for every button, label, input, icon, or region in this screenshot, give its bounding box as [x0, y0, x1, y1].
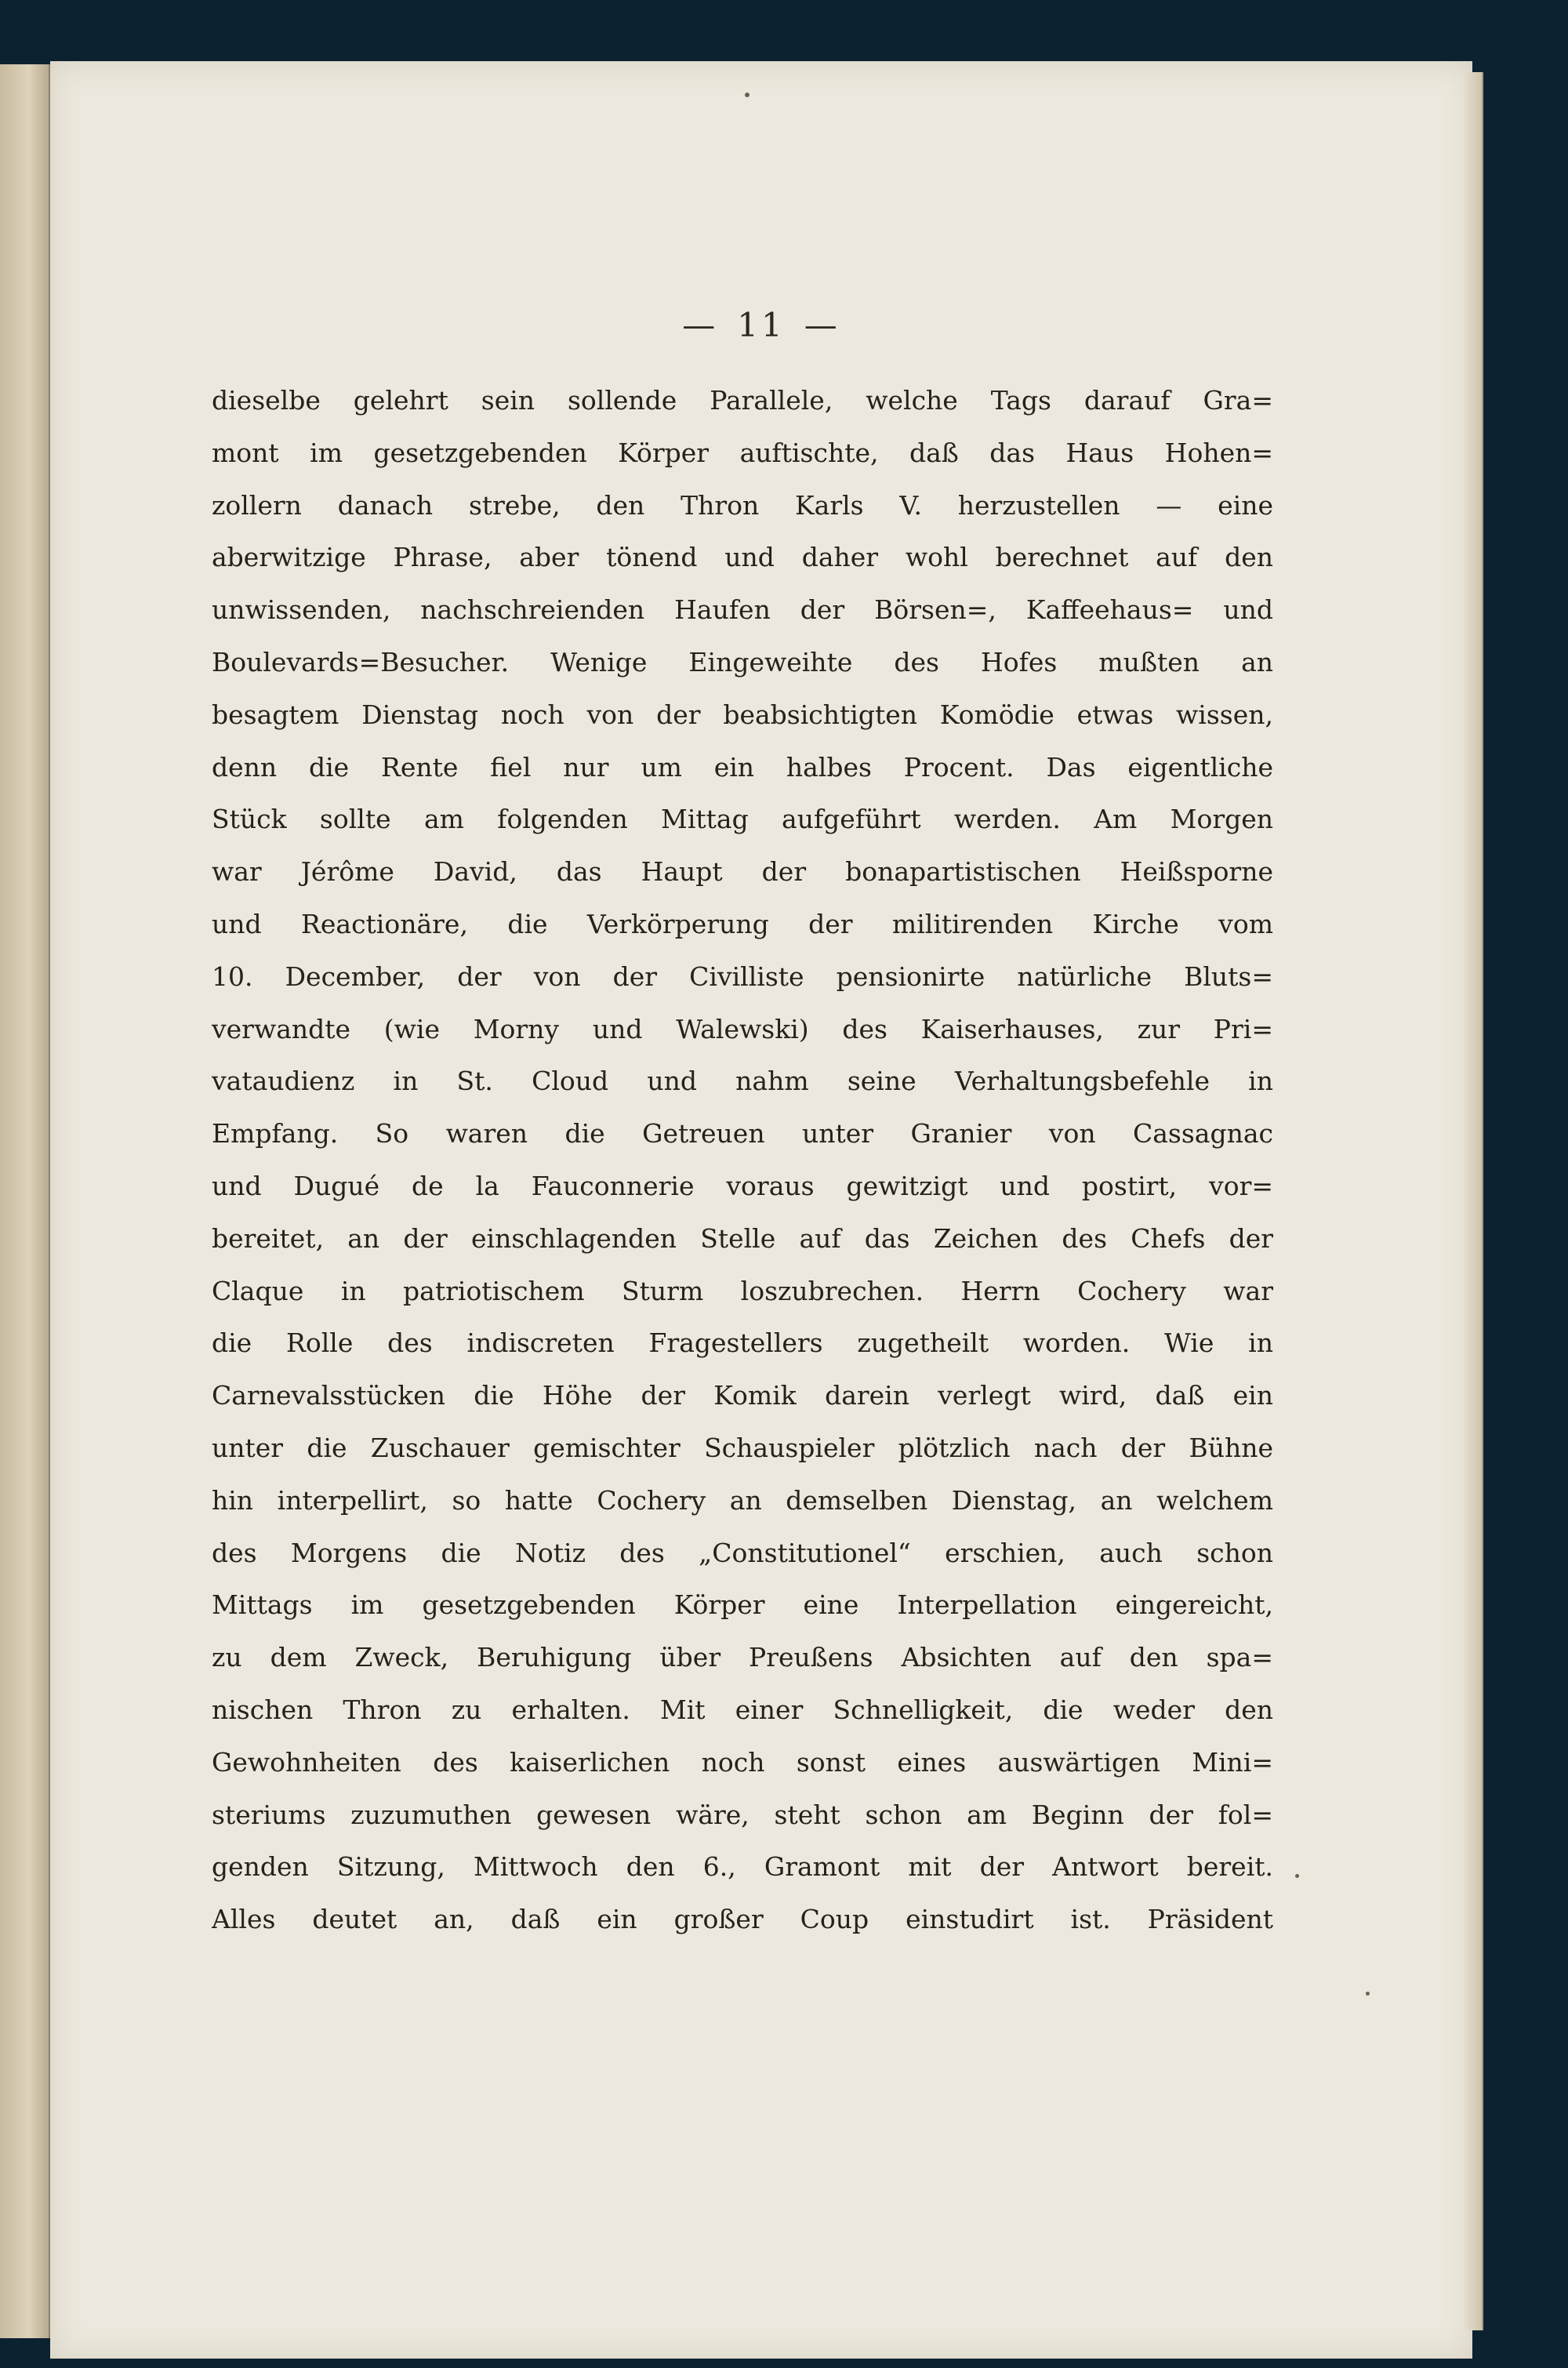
- text-line: Claque in patriotischem Sturm loszubrechen. Herrn Cochery war: [212, 1275, 1273, 1306]
- text-line: Empfang. So waren die Getreuen unter Granier von Cassagnac: [212, 1118, 1273, 1149]
- book-page: [50, 61, 1472, 2359]
- previous-page-edge: [0, 64, 50, 2338]
- paper-speck: [1295, 1874, 1299, 1878]
- text-line: besagtem Dienstag noch von der beabsichtigten Komödie etwas wissen,: [212, 699, 1273, 730]
- text-line: nischen Thron zu erhalten. Mit einer Schnelligkeit, die weder den: [212, 1694, 1273, 1725]
- text-line: verwandte (wie Morny und Walewski) des Kaiserhauses, zur Pri=: [212, 1013, 1273, 1044]
- page-edge-right: [1465, 72, 1483, 2330]
- text-line: des Morgens die Notiz des „Constitutionel“ erschien, auch schon: [212, 1537, 1273, 1568]
- text-line: die Rolle des indiscreten Fragestellers zugetheilt worden. Wie in: [212, 1327, 1273, 1359]
- text-line: Stück sollte am folgenden Mittag aufgeführt werden. Am Morgen: [212, 804, 1273, 835]
- header-dash-left: —: [682, 306, 719, 344]
- text-line: dieselbe gelehrt sein sollende Parallele, welche Tags darauf Gra=: [212, 385, 1273, 416]
- body-text: [212, 375, 1273, 1946]
- header-dash-right: —: [804, 306, 840, 344]
- text-line: und Reactionäre, die Verkörperung der militirenden Kirche vom: [212, 908, 1273, 939]
- text-line: war Jérôme David, das Haupt der bonapartistischen Heißsporne: [212, 856, 1273, 888]
- page-number: 11: [737, 306, 786, 344]
- text-line: genden Sitzung, Mittwoch den 6., Gramont mit der Antwort bereit.: [212, 1851, 1273, 1883]
- text-line: unwissenden, nachschreienden Haufen der Börsen=, Kaffeehaus= und: [212, 594, 1273, 626]
- text-line: Alles deutet an, daß ein großer Coup einstudirt ist. Präsident: [212, 1904, 1273, 1935]
- text-line: Mittags im gesetzgebenden Körper eine Interpellation eingereicht,: [212, 1589, 1273, 1621]
- text-line: bereitet, an der einschlagenden Stelle auf das Zeichen des Chefs der: [212, 1222, 1273, 1254]
- paper-speck: [1366, 1992, 1370, 1996]
- text-line: vataudienz in St. Cloud und nahm seine Verhaltungsbefehle in: [212, 1066, 1273, 1097]
- text-line: denn die Rente fiel nur um ein halbes Procent. Das eigentliche: [212, 751, 1273, 783]
- page-header: [50, 306, 1472, 344]
- text-line: und Dugué de la Fauconnerie voraus gewitzigt und postirt, vor=: [212, 1170, 1273, 1201]
- text-line: hin interpellirt, so hatte Cochery an demselben Dienstag, an welchem: [212, 1484, 1273, 1516]
- text-line: aberwitzige Phrase, aber tönend und daher wohl berechnet auf den: [212, 542, 1273, 573]
- text-line: 10. December, der von der Civilliste pensionirte natürliche Bluts=: [212, 961, 1273, 992]
- text-line: unter die Zuschauer gemischter Schauspieler plötzlich nach der Bühne: [212, 1432, 1273, 1463]
- text-line: mont im gesetzgebenden Körper auftischte, daß das Haus Hohen=: [212, 437, 1273, 468]
- text-line: Gewohnheiten des kaiserlichen noch sonst eines auswärtigen Mini=: [212, 1746, 1273, 1778]
- text-line: steriums zuzumuthen gewesen wäre, steht schon am Beginn der fol=: [212, 1799, 1273, 1830]
- text-line: Boulevards=Besucher. Wenige Eingeweihte des Hofes mußten an: [212, 646, 1273, 677]
- text-line: Carnevalsstücken die Höhe der Komik darein verlegt wird, daß ein: [212, 1380, 1273, 1411]
- text-line: zollern danach strebe, den Thron Karls V. herzustellen — eine: [212, 489, 1273, 521]
- paper-speck: [745, 93, 750, 97]
- text-line: zu dem Zweck, Beruhigung über Preußens Absichten auf den spa=: [212, 1642, 1273, 1673]
